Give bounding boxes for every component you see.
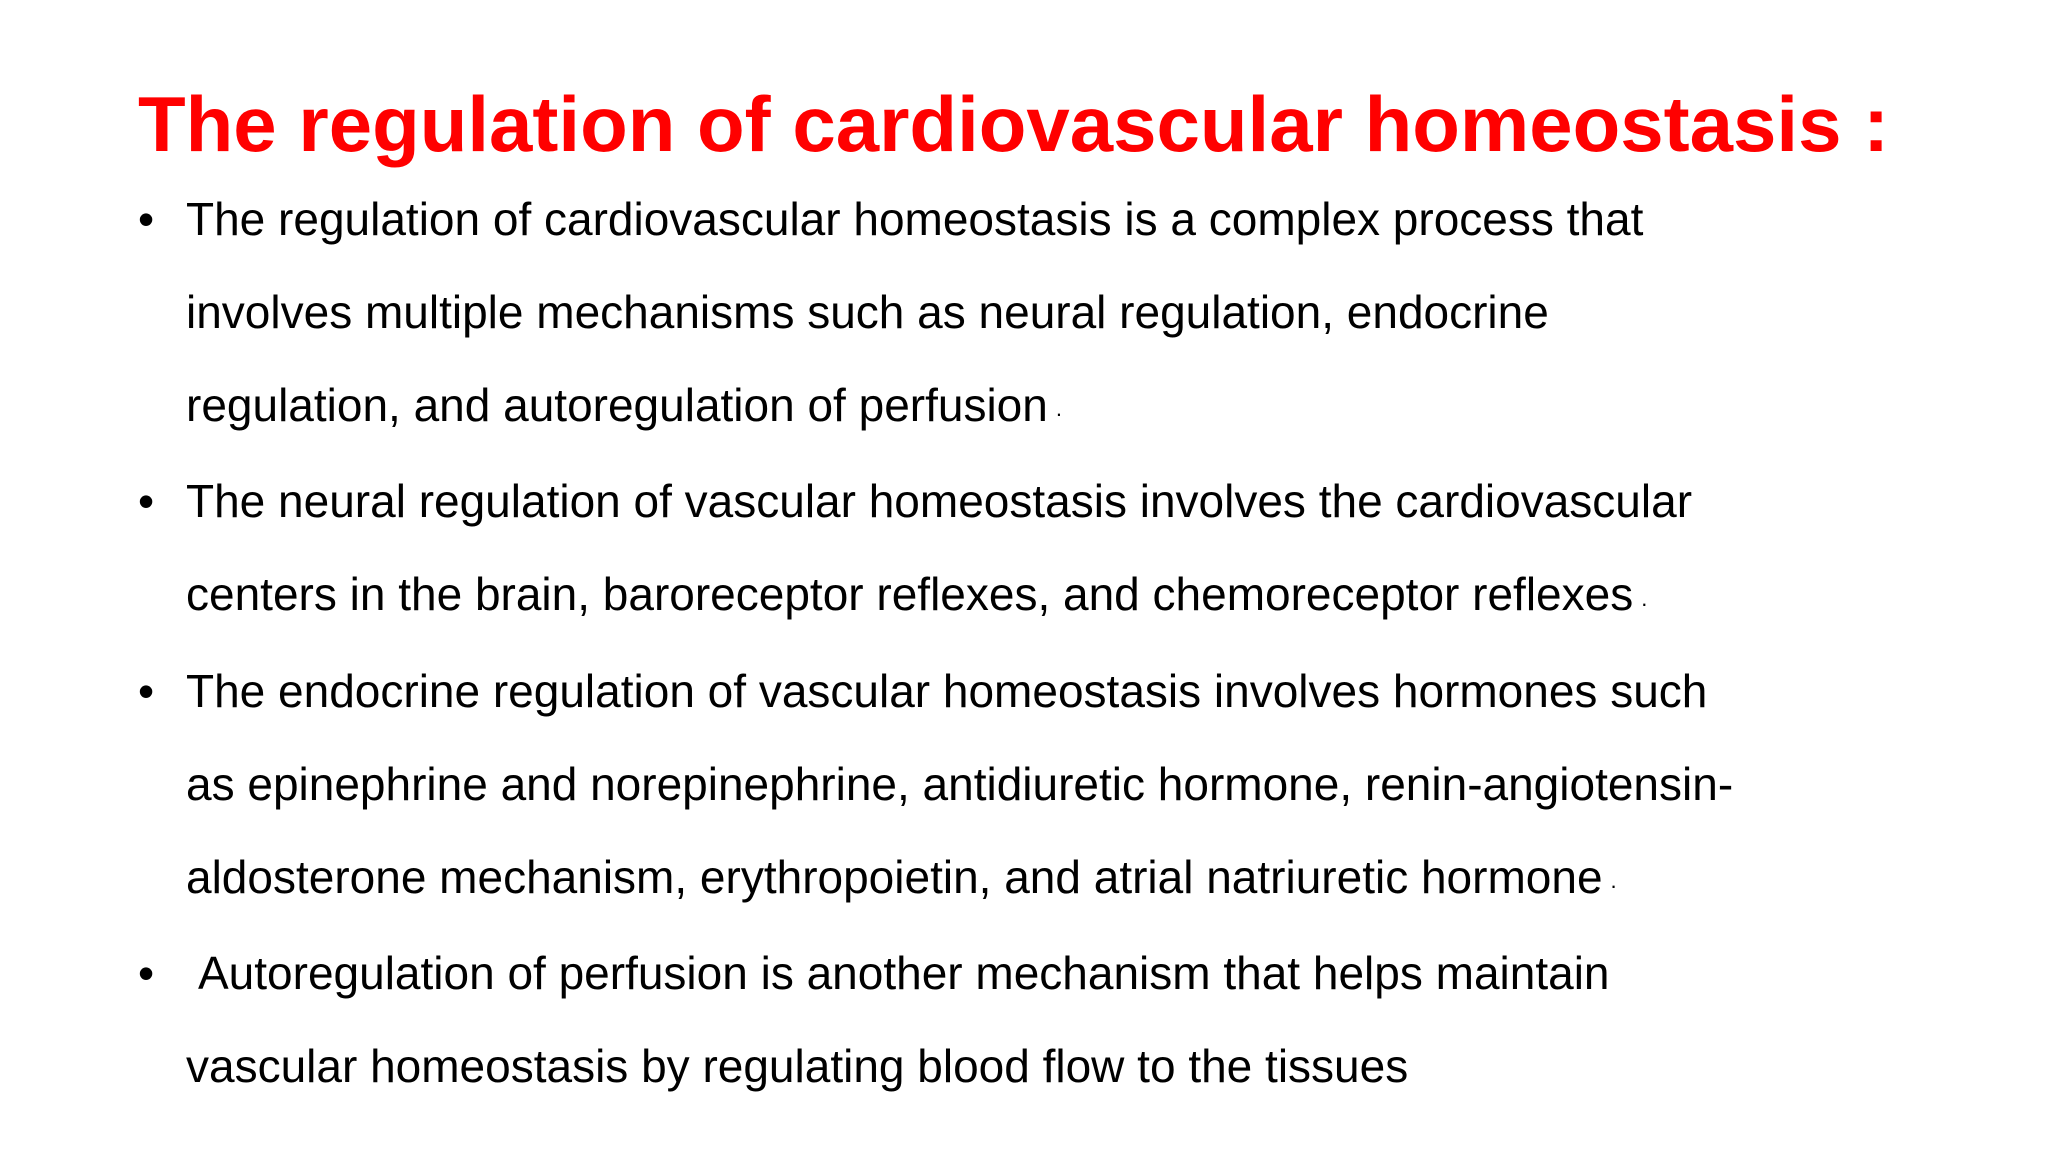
bullet-item-2	[138, 455, 1938, 644]
bullet-line-last	[186, 548, 1938, 644]
bullet-line-last	[186, 831, 1938, 927]
bullet-icon: •	[138, 664, 155, 717]
bullet-item-3	[138, 645, 1938, 927]
bullet-line: The regulation of cardiovascular homeostasis is a complex process that	[186, 193, 1644, 245]
bullet-line-text: aldosterone mechanism, erythropoietin, and atrial natriuretic hormone	[186, 850, 1603, 903]
bullet-line-text: centers in the brain, baroreceptor reflexes, and chemoreceptor reflexes	[186, 568, 1634, 621]
bullet-line: as epinephrine and norepinephrine, antidiuretic hormone, renin-angiotensin-	[186, 757, 1734, 810]
bullet-line: Autoregulation of perfusion is another mechanism that helps maintain	[198, 947, 1610, 1000]
bullet-text	[186, 927, 1938, 1113]
bullet-line-text: regulation, and autoregulation of perfusion	[186, 379, 1048, 431]
end-mark: .	[1610, 868, 1617, 894]
bullet-item-1	[138, 173, 1938, 455]
bullet-icon: •	[138, 193, 155, 245]
bullet-icon: •	[138, 947, 155, 1000]
bullet-line: The neural regulation of vascular homeostasis involves the cardiovascular	[186, 475, 1693, 528]
bullet-line: involves multiple mechanisms such as neural regulation, endocrine	[186, 286, 1549, 338]
bullet-line-last	[186, 359, 1938, 455]
bullet-line: vascular homeostasis by regulating blood flow to the tissues	[186, 1040, 1409, 1093]
bullet-list	[138, 173, 1938, 1113]
bullet-line: The endocrine regulation of vascular homeostasis involves hormones such	[186, 664, 1708, 717]
bullet-item-4	[138, 927, 1938, 1113]
bullet-text	[186, 645, 1938, 927]
bullet-icon: •	[138, 475, 155, 528]
slide-title: The regulation of cardiovascular homeostasis :	[138, 80, 1890, 168]
end-mark: .	[1641, 585, 1648, 611]
bullet-text	[186, 173, 1938, 455]
bullet-text	[186, 455, 1938, 644]
end-mark: .	[1055, 396, 1062, 422]
